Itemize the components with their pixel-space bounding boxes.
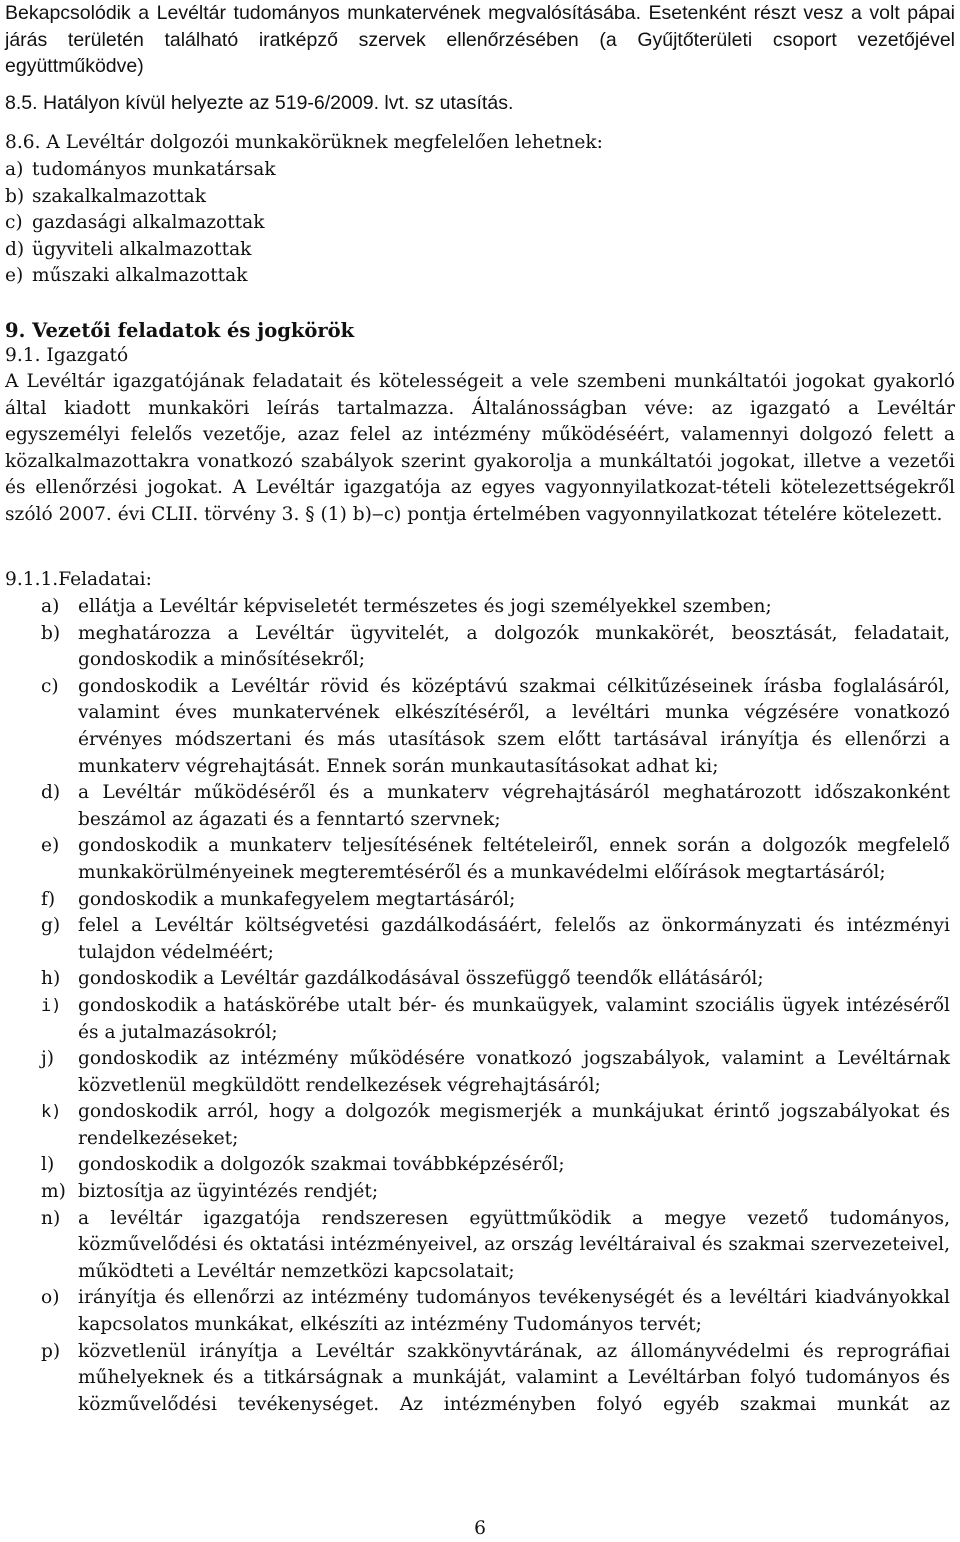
list-item: b) meghatározza a Levéltár ügyvitelét, a dolgozók munkakörét, beosztását, feladatait, gondoskodik a minősítésekről; [41,622,950,671]
list-item: n) a levéltár igazgatója rendszeresen együttműködik a megye vezető tudományos, közművelődési és oktatási intézményeivel, az ország levéltáraival és szakmai szervezeteivel, működteti a Levéltár nemzetközi kapcsolatait; [41,1207,950,1282]
list-item: b) szakalkalmazottak [5,185,207,207]
list-item: j) gondoskodik az intézmény működésére vonatkozó jogszabályok, valamint a Levéltárnak közvetlenül megküldött rendelkezések végrehajtásáról; [41,1048,950,1096]
list-item: a) ellátja a Levéltár képviseletét természetes és jogi személyekkel szemben; [41,596,772,617]
staff-list [0,157,960,290]
list-item: p) közvetlenül irányítja a Levéltár szakkönyvtárának, az állományvédelmi és reprográfiai műhelyeknek és a titkárságnak a munkáját, valamint a Levéltárban folyó tudományos és közművelődési tevékenységet. Az intézményben folyó egyéb szakmai munkát az [41,1340,950,1415]
subsection-heading: 9.1. Igazgató [5,345,129,366]
section-8-6: 8.6. A Levéltár dolgozói munkakörüknek megfelelően lehetnek: [5,132,603,153]
intro-paragraph: Bekapcsolódik a Levéltár tudományos munkatervének megvalósításába. Esetenként részt vesz a volt pápai járás területén található iratképző szervek ellenőrzésében (a Gyűjtőterületi csoport vezetőjével együttműködve) [5,2,955,78]
list-item: c) gondoskodik a Levéltár rövid és középtávú szakmai célkitűzéseinek írásba foglalásáról, valamint éves munkatervének elkészítéséről, a levéltári munka végzésére vonatkozó érvényes módszertani és más utasítások szem előtt tartásával irányítja és ellenőrzi a munkaterv végrehajtását. Ennek során munkautasításokat adhat ki; [41,675,950,777]
list-item: e) műszaki alkalmazottak [5,265,248,287]
list-item: h) gondoskodik a Levéltár gazdálkodásával összefüggő teendők ellátásáról; [41,968,764,990]
list-item: a) tudományos munkatársak [5,159,276,180]
section-8-5: 8.5. Hatályon kívül helyezte az 519-6/2009. lvt. sz utasítás. [5,92,514,114]
list-item: k) gondoskodik arról, hogy a dolgozók megismerjék a munkájukat érintő jogszabályokat és rendelkezéseket; [41,1101,950,1149]
list-item: i) gondoskodik a hatáskörébe utalt bér- és munkaügyek, valamint szociális ügyek intézéséről és a jutalmazásokról; [41,994,950,1043]
list-item: e) gondoskodik a munkaterv teljesítésének feltételeiről, ennek során a dolgozók megfelelő munkakörülményeinek megteremtéséről és a munkavédelmi előírások megtartásáról; [41,835,950,883]
list-item: l) gondoskodik a dolgozók szakmai továbbképzéséről; [41,1154,565,1176]
director-paragraph: A Levéltár igazgatójának feladatait és kötelességeit a vele szembeni munkáltatói jogokat gyakorló által kiadott munkaköri leírás tartalmazza. Általánosságban véve: az igazgató a Levéltár egyszemélyi felelős vezetője, azaz felel az intézmény működéséért, valamennyi dolgozó felett a közalkalmazottakra vonatkozó szabályok szerint gyakorolja a munkáltatói jogokat, illetve a vezetői és ellenőrzési jogokat. A Levéltár igazgatója az egyes vagyonnyilatkozat-tételi kötelezettségekről szóló 2007. évi CLII. törvény 3. § (1) b)‒c) pontja értelmében vagyonnyilatkozat tételére kötelezett. [5,371,955,525]
list-item: c) gazdasági alkalmazottak [5,212,265,234]
list-item: o) irányítja és ellenőrzi az intézmény tudományos tevékenységét és a levéltári kiadványokkal kapcsolatos munkákat, elkészíti az intézmény Tudományos tervét; [41,1287,950,1336]
page-number: 6 [474,1518,486,1539]
list-item: d) a Levéltár működéséről és a munkaterv végrehajtásáról meghatározott időszakonként beszámol az ágazati és a fenntartó szervnek; [41,782,950,830]
list-item: d) ügyviteli alkalmazottak [5,238,252,260]
list-item: m) biztosítja az ügyintézés rendjét; [41,1181,379,1203]
duties-heading: 9.1.1.Feladatai: [5,569,152,590]
duties-list [0,594,960,1418]
list-item: g) felel a Levéltár költségvetési gazdálkodásáért, felelős az önkormányzati és intézményi tulajdon védelméért; [41,915,950,963]
list-item: f) gondoskodik a munkafegyelem megtartásáról; [41,888,516,910]
section-heading: 9. Vezetői feladatok és jogkörök [5,319,355,342]
